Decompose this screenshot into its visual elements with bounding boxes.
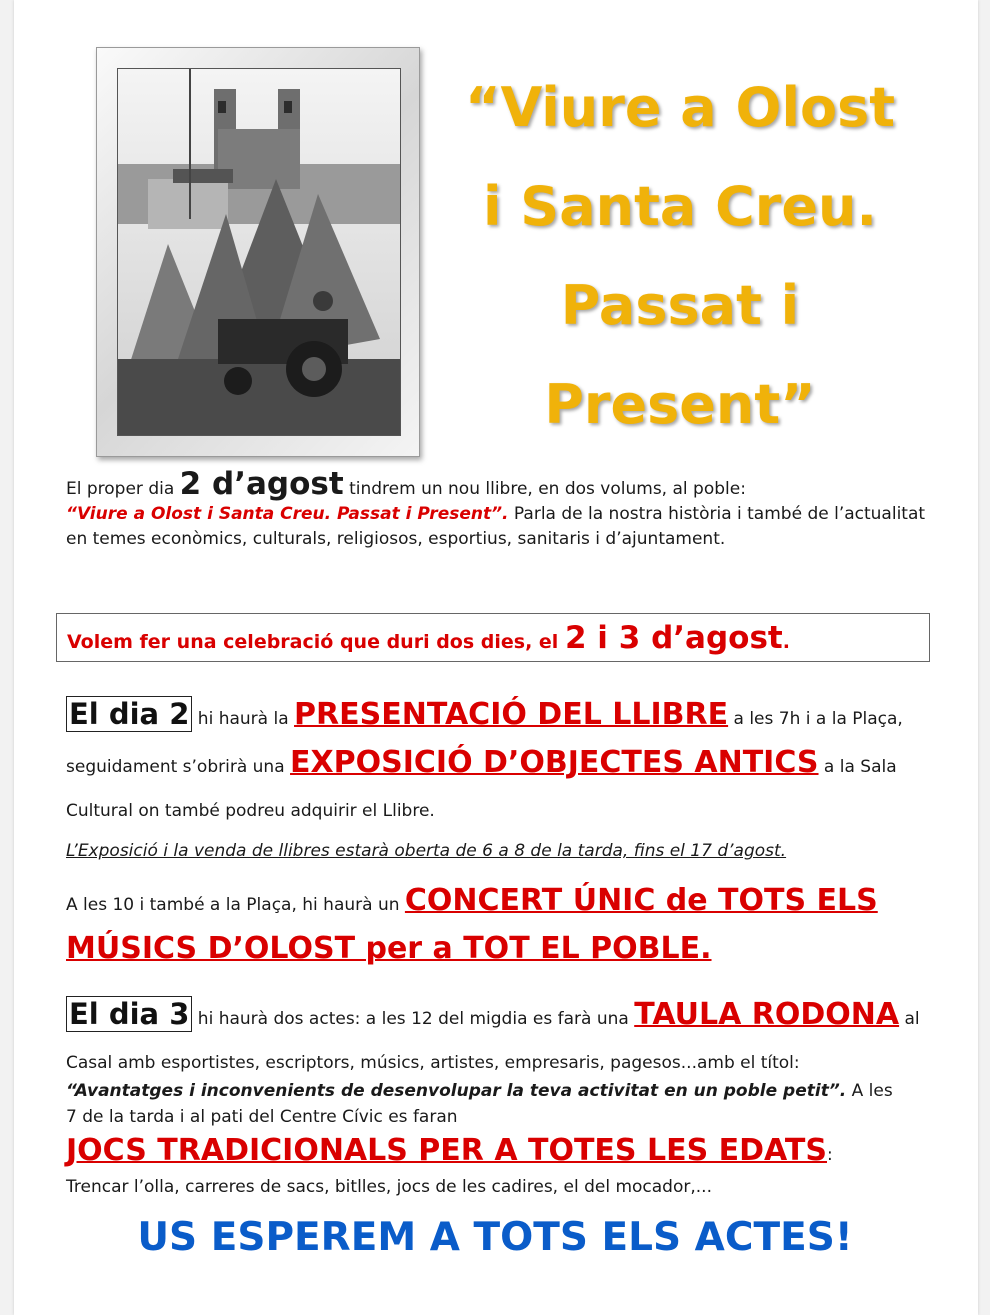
day2-text-2: a les 7h i a la Plaça, seguidament s’obrirà una <box>66 709 903 777</box>
intro-text-3: Parla de la nostra història i també de l’actualitat en temes econòmics, culturals, religiosos, esportius, sanitaris i d’ajuntament. <box>66 504 926 549</box>
book-title: “Viure a Olost i Santa Creu. Passat i Present”. <box>66 504 509 524</box>
celebration-end: . <box>782 631 790 653</box>
celebration-box <box>56 613 930 662</box>
day2-label: El dia 2 <box>66 696 192 732</box>
celebration-dates: 2 i 3 d’agost <box>564 620 783 656</box>
poster-title <box>440 58 920 454</box>
round-table-topic-text: “Avantatges i inconvenients de desenvolupar la teva activitat en un poble petit”. <box>66 1081 847 1101</box>
games-colon: : <box>827 1145 833 1165</box>
day3-text-3: A les 7 de la tarda i al pati del Centre Cívic es faran <box>66 1081 893 1127</box>
day3-text-2: al Casal amb esportistes, escriptors, músics, artistes, empresaris, pagesos...amb el títol: <box>66 1009 920 1073</box>
day2-text-1: hi haurà la <box>192 709 295 729</box>
day3-text-1: hi haurà dos actes: a les 12 del migdia es farà una <box>192 1009 635 1029</box>
round-table-highlight: TAULA RODONA <box>634 997 900 1032</box>
intro-text-1: El proper dia <box>66 479 180 499</box>
exhibition-note <box>66 838 926 864</box>
closing-message: US ESPEREM A TOTS ELS ACTES! <box>137 1215 853 1260</box>
intro-date: 2 d’agost <box>179 466 344 502</box>
games-section <box>66 1129 946 1177</box>
concert-text: A les 10 i també a la Plaça, hi haurà un <box>66 895 405 915</box>
title-line-1: “Viure a Olost <box>464 76 896 139</box>
title-line-4: Present” <box>544 373 816 436</box>
games-list <box>66 1174 926 1200</box>
day2-text-3: a la Sala Cultural on també podreu adquirir el Llibre. <box>66 757 897 821</box>
celebration-text: Volem fer una celebració que duri dos dies, el <box>67 631 565 653</box>
intro-text-2: tindrem un nou llibre, en dos volums, al poble: <box>343 479 746 499</box>
games-list-text: Trencar l’olla, carreres de sacs, bitlles, jocs de les cadires, el del mocador,... <box>66 1177 712 1197</box>
exhibition-note-text: L’Exposició i la venda de llibres estarà oberta de 6 a 8 de la tarda, fins el 17 d’agost. <box>66 841 787 861</box>
round-table-topic <box>66 1078 896 1130</box>
title-line-3: Passat i <box>560 274 800 337</box>
concert-highlight: CONCERT ÚNIC de TOTS ELS MÚSICS D’OLOST per a TOT EL POBLE. <box>66 883 878 966</box>
day2-section <box>66 693 926 833</box>
photo-frame <box>96 47 420 457</box>
concert-section <box>66 879 926 975</box>
day3-label: El dia 3 <box>66 996 192 1032</box>
historic-photo <box>117 68 401 436</box>
intro-paragraph <box>66 466 936 552</box>
title-line-2: i Santa Creu. <box>483 175 877 238</box>
presentation-highlight: PRESENTACIÓ DEL LLIBRE <box>294 697 729 732</box>
day3-section <box>66 993 926 1085</box>
exhibition-highlight: EXPOSICIÓ D’OBJECTES ANTICS <box>290 745 819 780</box>
games-highlight: JOCS TRADICIONALS PER A TOTES LES EDATS <box>66 1133 827 1168</box>
